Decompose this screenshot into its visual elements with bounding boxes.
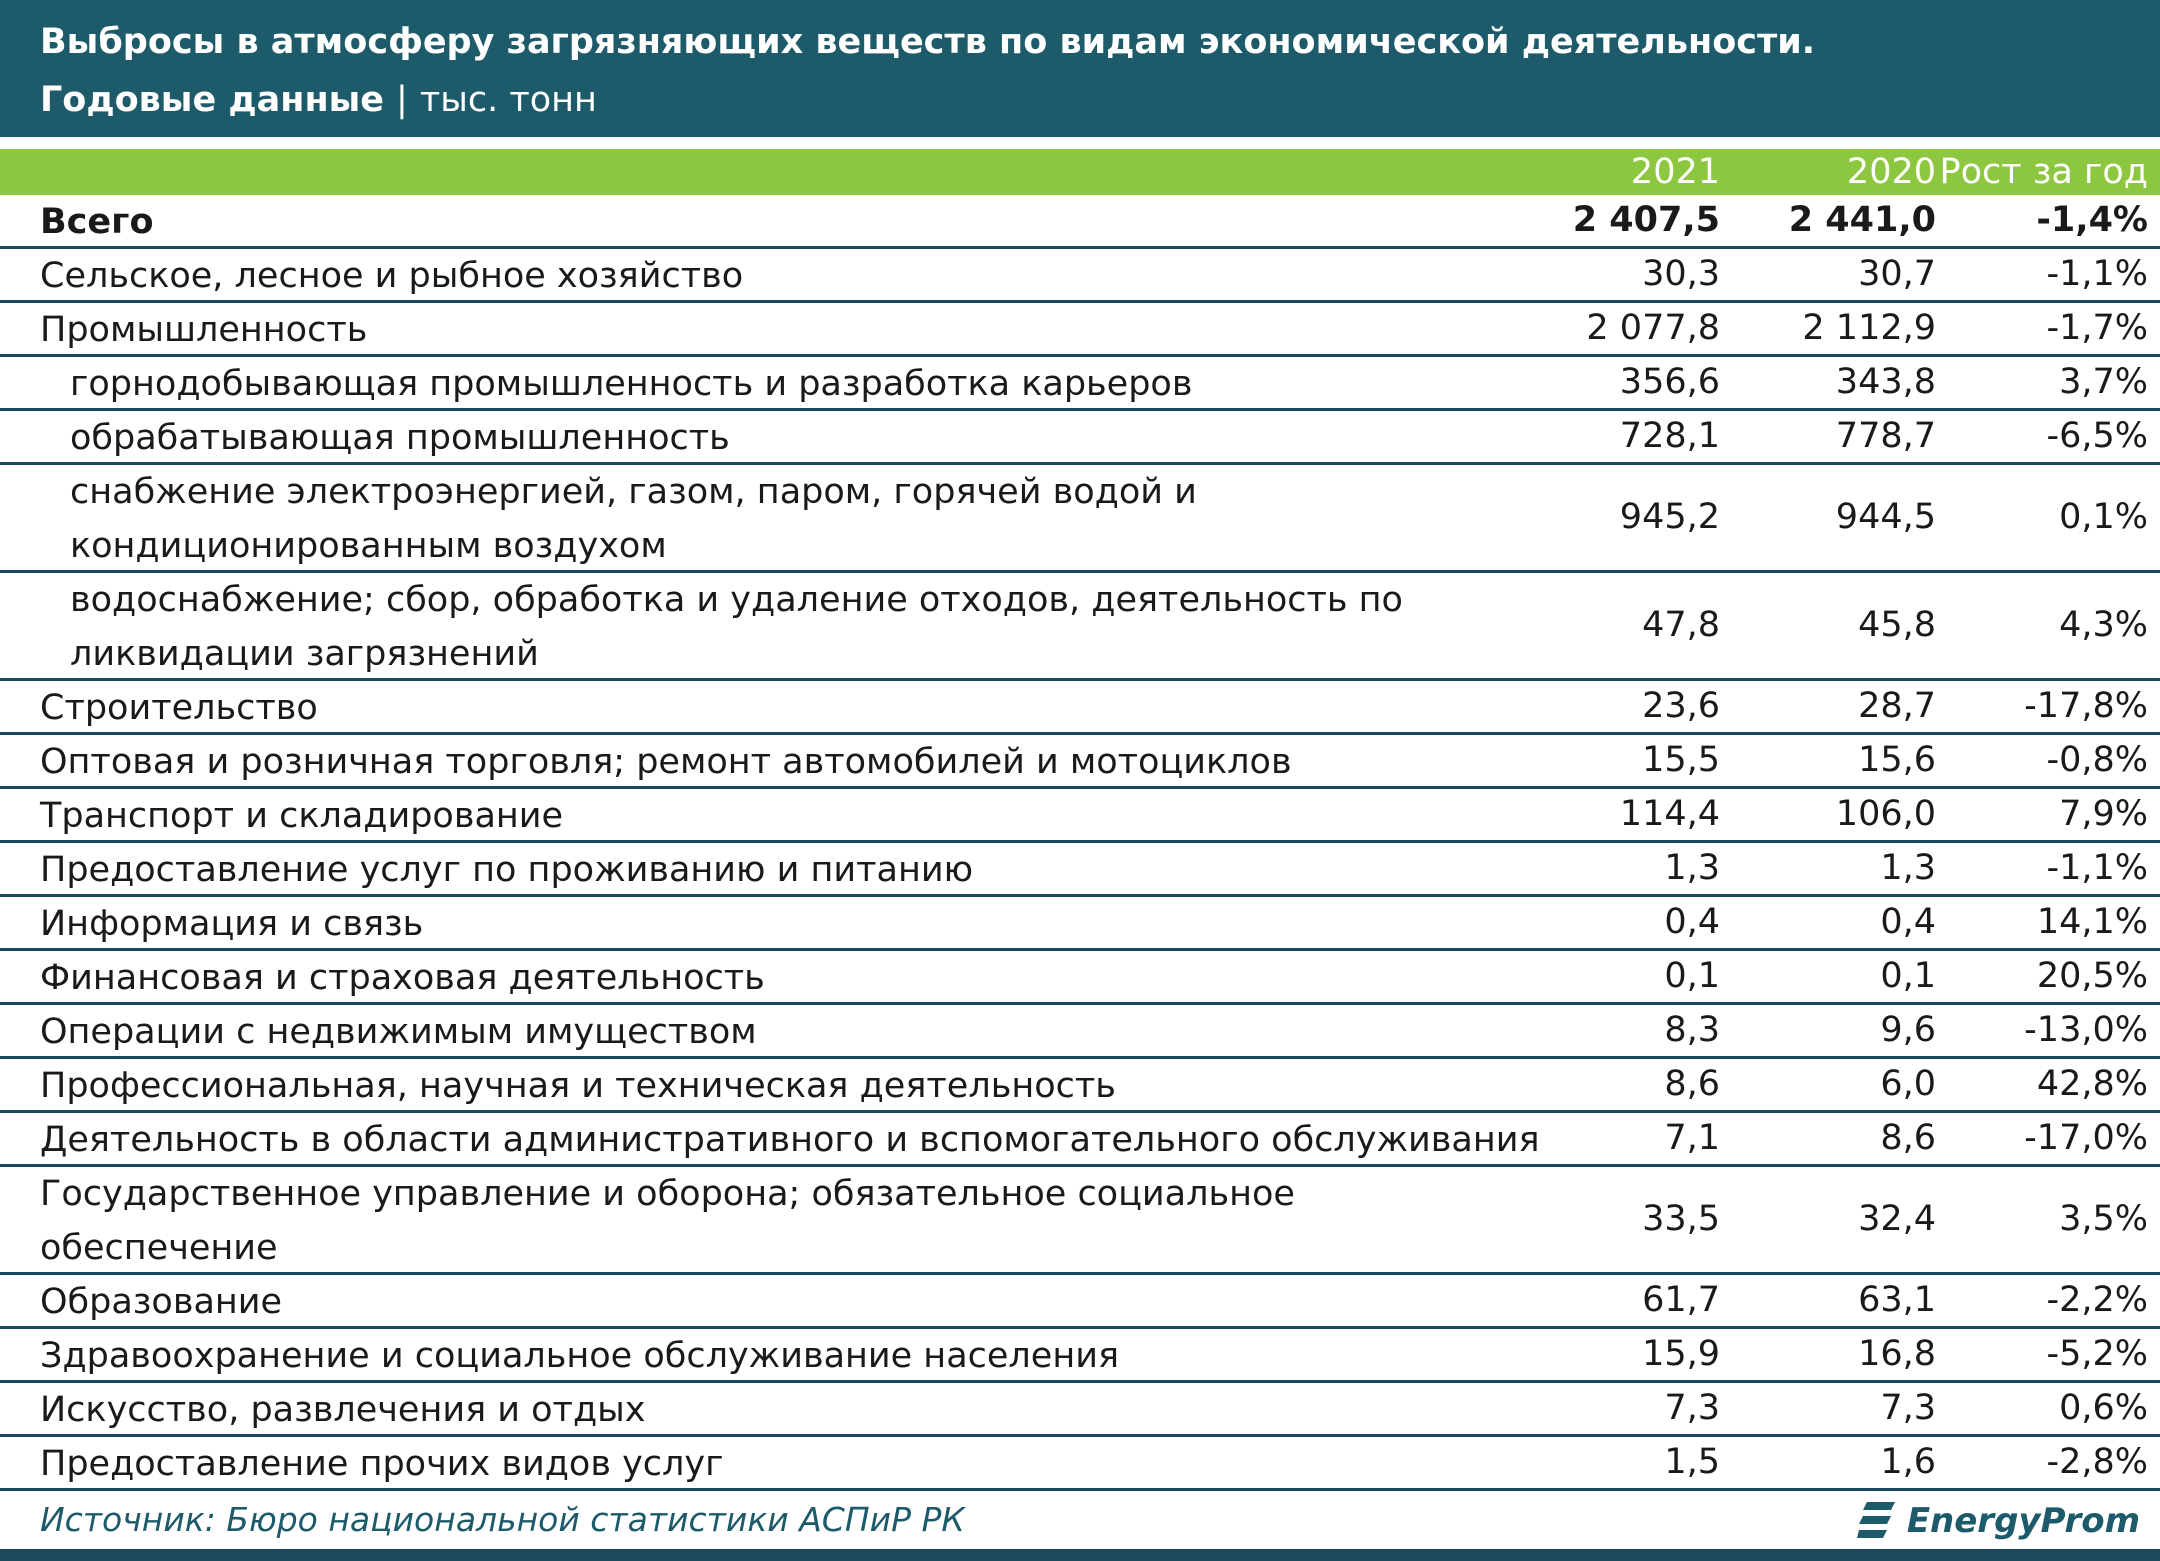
value-2021: 1,5 [1664,1442,1720,1482]
growth-value: 14,1% [2036,902,2148,942]
value-2020: 8,6 [1880,1118,1936,1158]
row-label-line: Всего [40,202,154,242]
row-label [40,1329,1440,1383]
footer-rule [0,1549,2160,1561]
row-label [70,465,1470,573]
row-label-line: обрабатывающая промышленность [70,418,730,458]
growth-value: -5,2% [2046,1334,2148,1374]
value-2020: 2 441,0 [1788,200,1936,240]
row-label-line: Операции с недвижимым имуществом [40,1012,757,1052]
value-2020: 16,8 [1858,1334,1936,1374]
growth-value: 20,5% [2036,956,2148,996]
row-label-line: Транспорт и складирование [40,796,564,836]
table-row [0,1383,2160,1437]
row-label [40,1383,1440,1437]
value-2021: 2 077,8 [1586,308,1720,348]
value-2020: 944,5 [1835,497,1936,537]
page-title: Выбросы в атмосферу загрязняющих веществ по видам экономической деятельности. [40,22,1816,62]
value-2021: 15,9 [1642,1334,1720,1374]
growth-value: -13,0% [2024,1010,2148,1050]
subtitle-unit: тыс. тонн [419,80,597,120]
row-label [40,1275,1440,1329]
table-row [0,843,2160,897]
growth-value: -1,4% [2036,200,2148,240]
value-2021: 1,3 [1664,848,1720,888]
energyprom-logo [1857,1496,2140,1546]
value-2021: 945,2 [1619,497,1720,537]
growth-value: 4,3% [2059,605,2148,645]
row-label [40,1059,1440,1113]
row-label [40,1005,1440,1059]
row-label-line: горнодобывающая промышленность и разработка карьеров [70,364,1193,404]
row-label-line: Предоставление прочих видов услуг [40,1444,724,1484]
row-label [40,1113,1540,1167]
table-row [0,1167,2160,1275]
value-2021: 0,4 [1664,902,1720,942]
growth-value: -2,8% [2046,1442,2148,1482]
row-label-line: кондиционированным воздухом [70,526,667,566]
row-label [40,789,1440,843]
growth-value: -0,8% [2046,740,2148,780]
row-label [40,951,1440,1005]
subtitle-period: Годовые данные [40,80,385,120]
value-2020: 0,4 [1880,902,1936,942]
row-label [40,249,1440,303]
value-2021: 7,3 [1664,1388,1720,1428]
table-row [0,195,2160,249]
row-label-line: Здравоохранение и социальное обслуживание населения [40,1336,1120,1376]
table-row [0,411,2160,465]
growth-value: 0,6% [2059,1388,2148,1428]
table-row [0,789,2160,843]
value-2020: 28,7 [1858,686,1936,726]
row-label-line: обеспечение [40,1228,278,1268]
row-label-line: ликвидации загрязнений [70,634,539,674]
value-2020: 63,1 [1858,1280,1936,1320]
value-2021: 23,6 [1642,686,1720,726]
table-row [0,735,2160,789]
growth-value: -17,0% [2024,1118,2148,1158]
row-label-line: Промышленность [40,310,368,350]
value-2020: 106,0 [1835,794,1936,834]
page-subtitle [40,80,597,120]
row-label [40,735,1440,789]
value-2020: 1,6 [1880,1442,1936,1482]
growth-value: -1,1% [2046,848,2148,888]
table-row [0,1005,2160,1059]
table-row [0,1275,2160,1329]
value-2020: 778,7 [1835,416,1936,456]
row-label [70,411,1470,465]
value-2021: 114,4 [1619,794,1720,834]
row-label-line: Государственное управление и оборона; обязательное социальное [40,1174,1295,1214]
growth-value: -1,7% [2046,308,2148,348]
row-label [40,897,1440,951]
row-label-line: Профессиональная, научная и техническая деятельность [40,1066,1116,1106]
growth-value: 42,8% [2036,1064,2148,1104]
value-2020: 15,6 [1858,740,1936,780]
value-2021: 61,7 [1642,1280,1720,1320]
table-row [0,573,2160,681]
row-label-line: Предоставление услуг по проживанию и питанию [40,850,974,890]
value-2021: 8,6 [1664,1064,1720,1104]
row-label [40,843,1440,897]
growth-value: -17,8% [2024,686,2148,726]
table-row [0,1437,2160,1491]
value-2020: 9,6 [1880,1010,1936,1050]
column-header-growth: Рост за год [1939,152,2148,192]
row-label [40,303,1440,357]
value-2021: 33,5 [1642,1199,1720,1239]
growth-value: 3,5% [2059,1199,2148,1239]
value-2020: 2 112,9 [1802,308,1936,348]
row-label-line: Искусство, развлечения и отдых [40,1390,646,1430]
subtitle-separator: | [396,80,408,120]
source-note: Источник: Бюро национальной статистики АСПиР РК [40,1500,965,1539]
row-label-line: снабжение электроэнергией, газом, паром, горячей водой и [70,472,1197,512]
growth-value: -1,1% [2046,254,2148,294]
value-2021: 356,6 [1619,362,1720,402]
row-label-line: Строительство [40,688,318,728]
column-header-2021: 2021 [1630,152,1720,192]
value-2021: 0,1 [1664,956,1720,996]
row-label [40,195,1440,249]
row-label-line: Оптовая и розничная торговля; ремонт автомобилей и мотоциклов [40,742,1292,782]
row-label-line: Финансовая и страховая деятельность [40,958,765,998]
value-2020: 32,4 [1858,1199,1936,1239]
value-2021: 15,5 [1642,740,1720,780]
value-2020: 30,7 [1858,254,1936,294]
table-row [0,303,2160,357]
value-2021: 30,3 [1642,254,1720,294]
growth-value: 7,9% [2059,794,2148,834]
table-row [0,249,2160,303]
table-row [0,1113,2160,1167]
row-label-line: Информация и связь [40,904,424,944]
row-label [40,1167,1440,1275]
table-row [0,1329,2160,1383]
row-label [70,573,1470,681]
table-row [0,681,2160,735]
value-2020: 6,0 [1880,1064,1936,1104]
row-label-line: Сельское, лесное и рыбное хозяйство [40,256,744,296]
growth-value: 0,1% [2059,497,2148,537]
growth-value: -6,5% [2046,416,2148,456]
column-header-bar [0,149,2160,195]
value-2020: 7,3 [1880,1388,1936,1428]
value-2020: 343,8 [1835,362,1936,402]
value-2021: 7,1 [1664,1118,1720,1158]
table-row [0,357,2160,411]
row-label [70,357,1470,411]
row-label-line: Деятельность в области административного и вспомогательного обслуживания [40,1120,1540,1160]
value-2020: 0,1 [1880,956,1936,996]
value-2021: 47,8 [1642,605,1720,645]
growth-value: -2,2% [2046,1280,2148,1320]
row-label [40,1437,1440,1491]
header [0,0,2160,137]
value-2020: 45,8 [1858,605,1936,645]
table-row [0,897,2160,951]
row-label-line: Образование [40,1282,283,1322]
value-2020: 1,3 [1880,848,1936,888]
growth-value: 3,7% [2059,362,2148,402]
value-2021: 728,1 [1619,416,1720,456]
value-2021: 2 407,5 [1572,200,1720,240]
row-label [40,681,1440,735]
logo-text: EnergyProm [1906,1501,2140,1541]
value-2021: 8,3 [1664,1010,1720,1050]
table-row [0,1059,2160,1113]
column-header-2020: 2020 [1846,152,1936,192]
logo-icon [1857,1498,1899,1544]
table-row [0,465,2160,573]
row-label-line: водоснабжение; сбор, обработка и удаление отходов, деятельность по [70,580,1403,620]
table-row [0,951,2160,1005]
